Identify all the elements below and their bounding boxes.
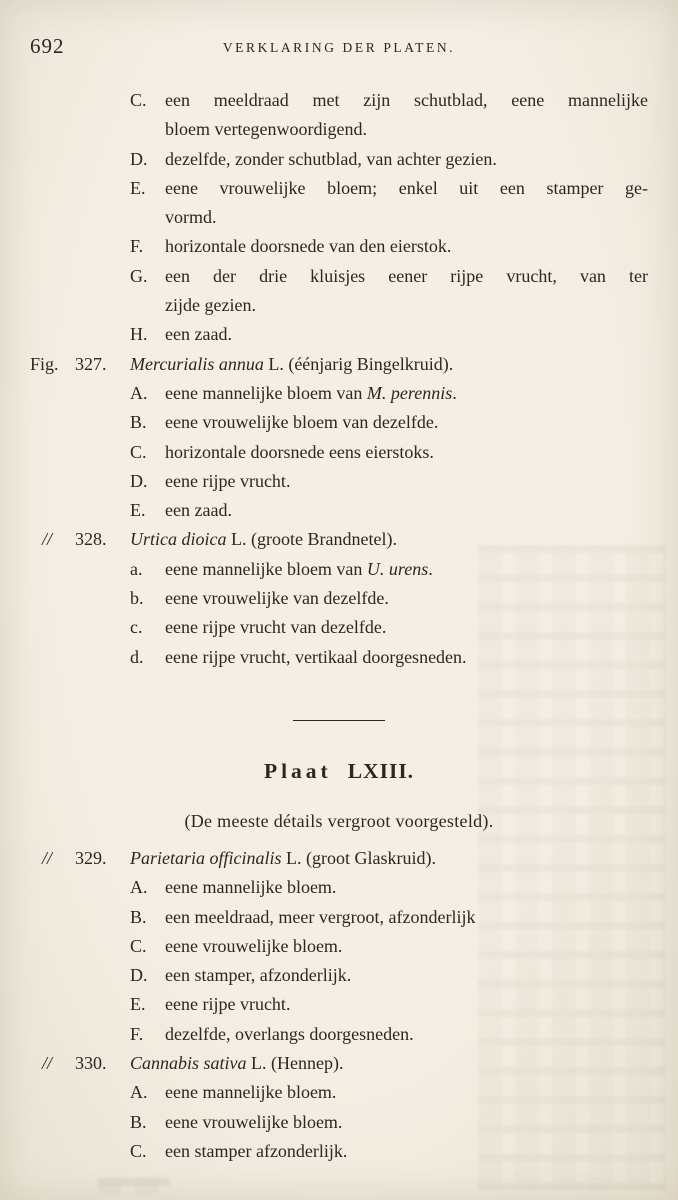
text-line (165, 613, 648, 642)
item-letter: a. (130, 558, 143, 579)
text-run: eene vrouwelijke bloem; enkel uit een stamper ge- (165, 177, 648, 198)
item-letter: B. (130, 1111, 147, 1132)
section-divider (293, 720, 385, 721)
figure-entry (30, 1049, 648, 1166)
list-item (130, 1078, 648, 1107)
text-run: L. (groot Glaskruid). (281, 847, 436, 868)
text-run: . (428, 558, 433, 579)
item-letter: B. (130, 412, 147, 433)
figure-number: 330. (75, 1053, 107, 1074)
ditto-mark: // (42, 1053, 53, 1074)
item-text (165, 496, 648, 525)
text-line (165, 873, 648, 902)
list-item (130, 86, 648, 145)
figure-entry (30, 525, 648, 671)
list-item (130, 643, 648, 672)
text-run: dezelfde, zonder schutblad, van achter gezien. (165, 148, 497, 169)
plate-subtitle: (De meeste détails vergroot voorgesteld). (184, 810, 494, 831)
list-item (130, 584, 648, 613)
figure-entry (30, 844, 648, 1049)
item-text (165, 145, 648, 174)
text-line (165, 408, 648, 437)
item-text (165, 1020, 648, 1049)
item-letter: A. (130, 382, 148, 403)
text-line (165, 115, 648, 144)
text-run: zijde gezien. (165, 295, 256, 316)
list-item (130, 232, 648, 261)
figure-heading (30, 1049, 648, 1078)
text-run: een der drie kluisjes eener rijpe vrucht, van ter (165, 265, 648, 286)
text-line (165, 961, 648, 990)
figure-title (130, 525, 648, 554)
item-text (165, 903, 648, 932)
list-item (130, 1020, 648, 1049)
figure-title (130, 1049, 648, 1078)
text-line (165, 174, 648, 203)
species-name: Cannabis sativa (130, 1053, 247, 1074)
item-text (165, 232, 648, 261)
text-line (165, 203, 648, 232)
text-line (165, 438, 648, 467)
text-run: eene rijpe vrucht, vertikaal doorgesneden. (165, 646, 467, 667)
species-name: Urtica dioica (130, 529, 227, 550)
item-letter: A. (130, 877, 148, 898)
item-text (165, 584, 648, 613)
text-run: L. (groote Brandnetel). (226, 529, 397, 550)
list-item (130, 903, 648, 932)
text-run: L. (éénjarig Bingelkruid). (263, 353, 454, 374)
text-line (165, 291, 648, 320)
figure-abbrev: Fig. (30, 353, 59, 374)
item-text (165, 467, 648, 496)
text-run: een meeldraad, meer vergroot, afzonderlijk (165, 906, 476, 927)
item-letter: H. (130, 324, 148, 345)
item-text (165, 555, 648, 584)
text-run: eene mannelijke bloem van (165, 558, 367, 579)
text-run: eene vrouwelijke bloem. (165, 1111, 343, 1132)
item-text (165, 643, 648, 672)
text-line (165, 584, 648, 613)
page-header (30, 34, 648, 60)
item-text (165, 438, 648, 467)
list-item (130, 408, 648, 437)
list-item (130, 555, 648, 584)
item-letter: C. (130, 935, 147, 956)
text-run: eene mannelijke bloem. (165, 1082, 337, 1103)
text-line (165, 1108, 648, 1137)
item-letter: C. (130, 1140, 147, 1161)
item-letter: F. (130, 1023, 144, 1044)
text-run: eene rijpe vrucht. (165, 470, 291, 491)
item-letter: A. (130, 1082, 148, 1103)
list-item (130, 174, 648, 233)
item-text (165, 86, 648, 145)
text-run: eene mannelijke bloem van (165, 382, 367, 403)
item-letter: G. (130, 265, 148, 286)
item-letter: D. (130, 148, 148, 169)
item-letter: D. (130, 470, 148, 491)
text-line (165, 932, 648, 961)
item-letter: d. (130, 646, 144, 667)
list-item (130, 1108, 648, 1137)
text-run: . (452, 382, 457, 403)
item-text (165, 1137, 648, 1166)
text-run: eene mannelijke bloem. (165, 877, 337, 898)
item-letter: B. (130, 906, 147, 927)
plate-heading (30, 759, 648, 784)
figure-title (130, 350, 648, 379)
figure-heading (30, 525, 648, 554)
text-run: eene rijpe vrucht van dezelfde. (165, 617, 387, 638)
figure-number: 327. (75, 353, 107, 374)
text-line (165, 643, 648, 672)
text-line (165, 1137, 648, 1166)
item-letter: C. (130, 90, 147, 110)
list-item (130, 379, 648, 408)
figure-heading (30, 350, 648, 379)
list-item (130, 1137, 648, 1166)
figure-label (30, 844, 130, 873)
species-name: Mercurialis annua (130, 353, 264, 374)
list-item (130, 320, 648, 349)
text-run: een meeldraad met zijn schutblad, eene mannelijke (165, 90, 648, 110)
item-letter: c. (130, 617, 143, 638)
item-text (165, 1078, 648, 1107)
figure-title (130, 844, 648, 873)
plate-explanations (30, 86, 648, 1166)
plate-heading-word: Plaat (263, 758, 332, 783)
item-letter: D. (130, 965, 148, 986)
text-line (165, 379, 648, 408)
text-run: horizontale doorsnede eens eierstoks. (165, 441, 434, 462)
species-name: Parietaria officinalis (130, 847, 282, 868)
list-item (130, 961, 648, 990)
text-line (165, 1020, 648, 1049)
item-text (165, 873, 648, 902)
text-run: vormd. (165, 207, 217, 228)
text-run: eene rijpe vrucht. (165, 994, 291, 1015)
figure-label (30, 1049, 130, 1078)
species-name: M. perennis (366, 382, 453, 403)
text-line (165, 496, 648, 525)
figure-label (30, 350, 130, 379)
item-letter: C. (130, 441, 147, 462)
item-text (165, 961, 648, 990)
list-item (130, 262, 648, 321)
list-item (130, 438, 648, 467)
item-letter: F. (130, 236, 144, 257)
item-text (165, 613, 648, 642)
item-text (165, 990, 648, 1019)
figure-heading (30, 844, 648, 873)
item-text (165, 932, 648, 961)
figure-number: 329. (75, 847, 107, 868)
text-line (165, 990, 648, 1019)
continuation-items (30, 86, 648, 350)
page-number: 692 (30, 34, 65, 58)
text-line (165, 145, 648, 174)
text-run: L. (Hennep). (246, 1053, 344, 1074)
text-run: een zaad. (165, 324, 232, 345)
text-line (165, 320, 648, 349)
list-item (130, 496, 648, 525)
list-item (130, 932, 648, 961)
figure-number: 328. (75, 529, 107, 550)
text-run: een stamper, afzonderlijk. (165, 965, 352, 986)
text-run: eene vrouwelijke bloem van dezelfde. (165, 412, 439, 433)
species-name: U. urens (366, 558, 429, 579)
item-letter: E. (130, 500, 146, 521)
ditto-mark: // (42, 529, 53, 550)
text-run: eene vrouwelijke bloem. (165, 935, 343, 956)
text-line (165, 1078, 648, 1107)
list-item (130, 613, 648, 642)
text-line (165, 555, 648, 584)
text-run: horizontale doorsnede van den eierstok. (165, 236, 452, 257)
text-run: een zaad. (165, 500, 232, 521)
item-text (165, 262, 648, 321)
item-text (165, 379, 648, 408)
figure-entry (30, 350, 648, 526)
text-line (165, 262, 648, 291)
text-run: dezelfde, overlangs doorgesneden. (165, 1023, 414, 1044)
text-line (165, 232, 648, 261)
item-letter: E. (130, 994, 146, 1015)
item-text (165, 408, 648, 437)
item-letter: b. (130, 588, 144, 609)
list-item (130, 145, 648, 174)
item-text (165, 1108, 648, 1137)
text-line (165, 467, 648, 496)
text-run: bloem vertegenwoordigend. (165, 119, 367, 140)
text-run: een stamper afzonderlijk. (165, 1140, 348, 1161)
text-line (165, 86, 648, 115)
plate-number: LXIII. (347, 758, 415, 783)
list-item (130, 467, 648, 496)
figure-label (30, 525, 130, 554)
item-text (165, 320, 648, 349)
text-run: eene vrouwelijke van dezelfde. (165, 588, 389, 609)
list-item (130, 990, 648, 1019)
ditto-mark: // (42, 847, 53, 868)
item-text (165, 174, 648, 233)
running-title: VERKLARING DER PLATEN. (222, 40, 456, 55)
item-letter: E. (130, 177, 146, 198)
list-item (130, 873, 648, 902)
text-line (165, 903, 648, 932)
